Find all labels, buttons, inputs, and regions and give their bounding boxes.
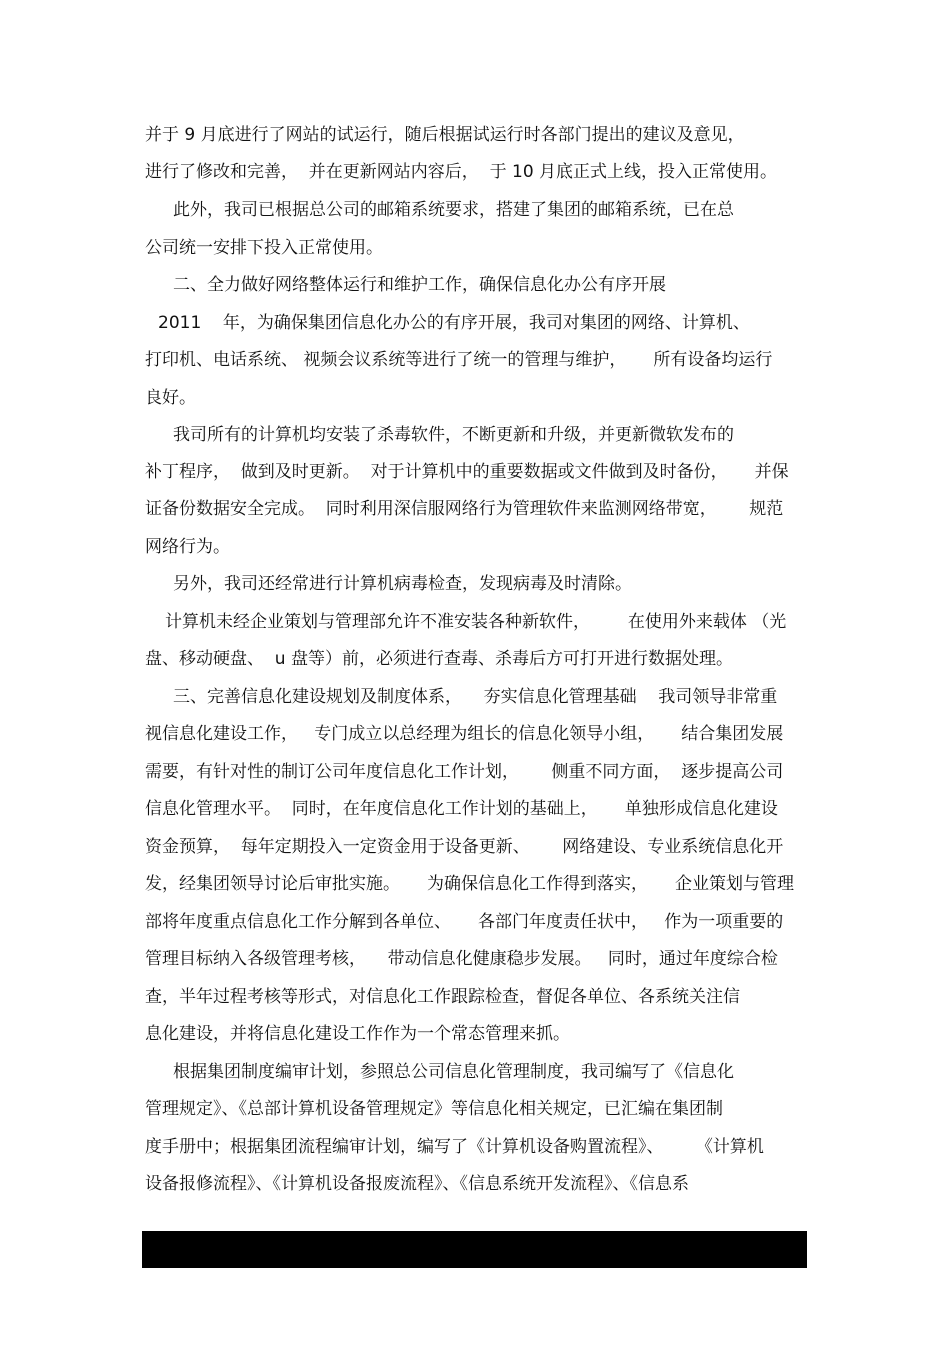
text-line: 度手册中；根据集团流程编审计划，编写了《计算机设备购置流程》、 《计算机 [145,1137,764,1157]
footer-redaction-bar [142,1231,807,1268]
text-line: 信息化管理水平。 同时，在年度信息化工作计划的基础上， 单独形成信息化建设 [145,799,778,819]
text-line: 盘、移动硬盘、 u 盘等）前，必须进行查毒、杀毒后方可打开进行数据处理。 [145,649,733,669]
text-line: 公司统一安排下投入正常使用。 [145,238,383,258]
section-heading: 二、全力做好网络整体运行和维护工作，确保信息化办公有序开展 [173,275,666,295]
text-line: 计算机未经企业策划与管理部允许不准安装各种新软件， 在使用外来载体 （光 [165,612,787,632]
text-line: 发，经集团领导讨论后审批实施。 为确保信息化工作得到落实， 企业策划与管理 [145,874,795,894]
text-line: 资金预算， 每年定期投入一定资金用于设备更新、 网络建设、专业系统信息化开 [145,837,784,857]
section-heading: 三、完善信息化建设规划及制度体系， 夯实信息化管理基础 我司领导非常重 [173,687,778,707]
text-line: 管理规定》、《总部计算机设备管理规定》等信息化相关规定，已汇编在集团制 [145,1099,723,1119]
text-line: 进行了修改和完善， 并在更新网站内容后， 于 10 月底正式上线，投入正常使用。 [145,162,778,182]
text-line: 设备报修流程》、《计算机设备报废流程》、《信息系统开发流程》、《信息系 [145,1174,689,1194]
text-line: 需要，有针对性的制订公司年度信息化工作计划， 侧重不同方面， 逐步提高公司 [145,762,784,782]
text-line: 2011 年，为确保集团信息化办公的有序开展，我司对集团的网络、计算机、 [158,313,750,333]
text-line: 息化建设，并将信息化建设工作作为一个常态管理来抓。 [145,1024,570,1044]
text-line: 打印机、电话系统、 视频会议系统等进行了统一的管理与维护， 所有设备均运行 [145,350,773,370]
text-line: 良好。 [145,388,196,408]
text-line: 根据集团制度编审计划，参照总公司信息化管理制度，我司编写了《信息化 [173,1062,734,1082]
text-line: 此外，我司已根据总公司的邮箱系统要求，搭建了集团的邮箱系统，已在总 [173,200,734,220]
text-line: 查，半年过程考核等形式，对信息化工作跟踪检查，督促各单位、各系统关注信 [145,987,740,1007]
text-line: 我司所有的计算机均安装了杀毒软件，不断更新和升级，并更新微软发布的 [173,425,734,445]
text-line: 网络行为。 [145,537,230,557]
text-line: 证备份数据安全完成。 同时利用深信服网络行为管理软件来监测网络带宽， 规范 [145,499,784,519]
text-line: 管理目标纳入各级管理考核， 带动信息化健康稳步发展。 同时，通过年度综合检 [145,949,778,969]
text-line: 补丁程序， 做到及时更新。 对于计算机中的重要数据或文件做到及时备份， 并保 [145,462,789,482]
text-line: 并于 9 月底进行了网站的试运行，随后根据试运行时各部门提出的建议及意见， [145,125,745,145]
text-line: 视信息化建设工作， 专门成立以总经理为组长的信息化领导小组， 结合集团发展 [145,724,784,744]
text-line: 部将年度重点信息化工作分解到各单位、 各部门年度责任状中， 作为一项重要的 [145,912,784,932]
text-line: 另外，我司还经常进行计算机病毒检查，发现病毒及时清除。 [173,574,632,594]
